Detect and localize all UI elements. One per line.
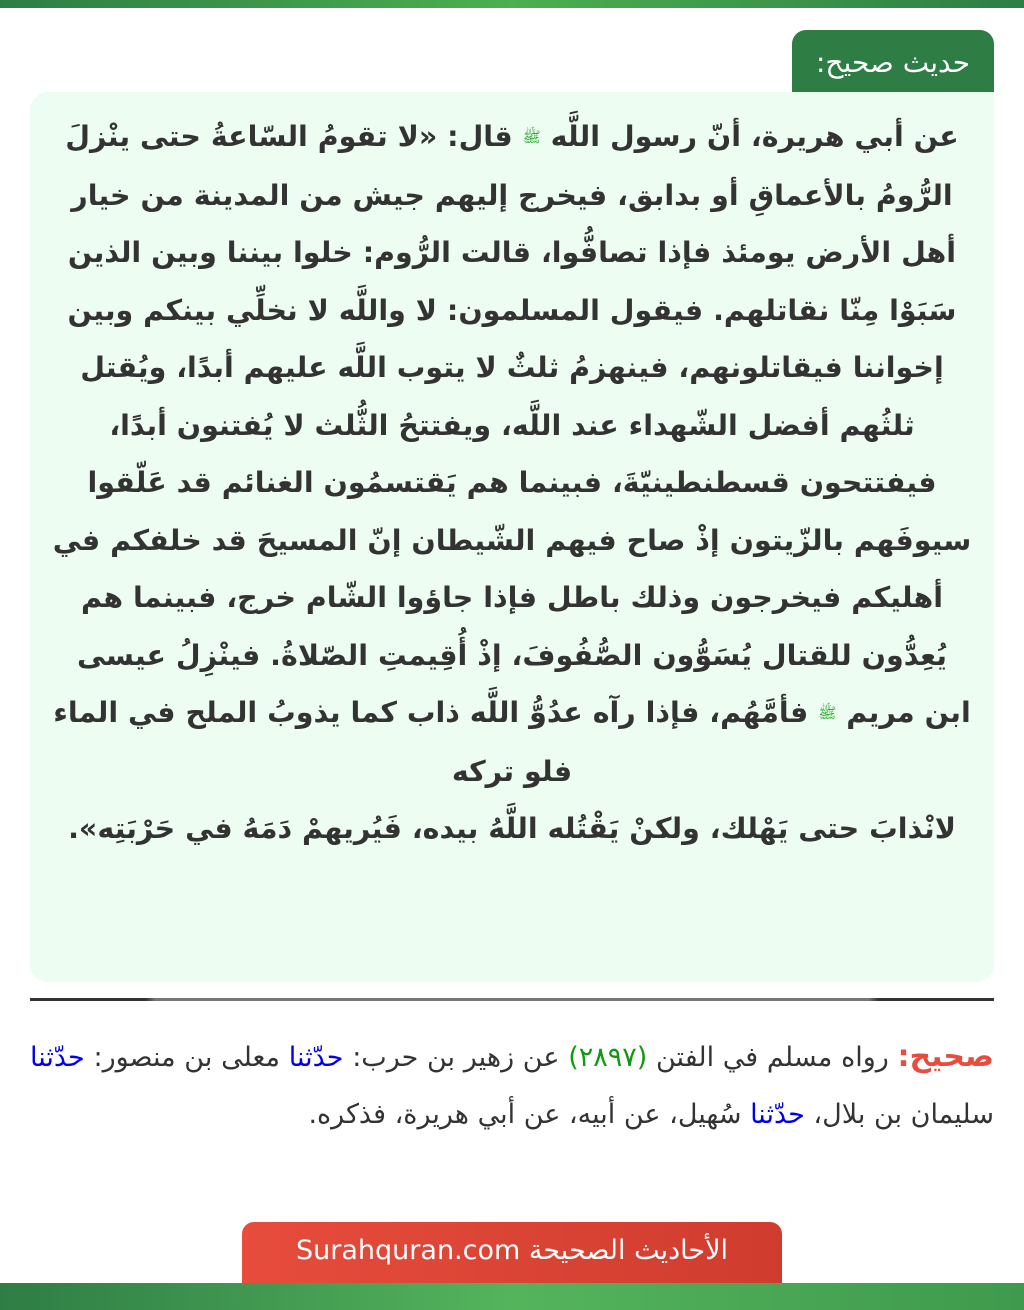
hadith-title-tab bbox=[792, 30, 994, 92]
hadith-text-box bbox=[30, 92, 994, 982]
narration-link[interactable]: حدّثنا bbox=[30, 1042, 85, 1073]
hadith-source bbox=[30, 1028, 994, 1143]
source-text: معلى بن منصور: bbox=[84, 1042, 289, 1073]
narration-link[interactable]: حدّثنا bbox=[750, 1099, 805, 1130]
site-brand-button[interactable] bbox=[242, 1222, 782, 1283]
hadith-title: حديث صحيح: bbox=[816, 45, 970, 79]
source-text: سُهيل، عن أبيه، عن أبي هريرة، فذكره. bbox=[308, 1099, 751, 1130]
source-text: سليمان بن بلال، bbox=[804, 1099, 994, 1130]
hadith-text-part4: لانْذابَ حتى يَهْلك، ولكنْ يَقْتُله اللَّهُ بيده، فَيُريهمْ دَمَهُ في حَرْبَتِه». bbox=[68, 812, 956, 845]
grade-label: صحيح: bbox=[897, 1039, 995, 1074]
hadith-text-part2: قال: «لا تقومُ السّاعةُ حتى ينْزلَ الرُّومُ بالأعماقِ أو بدابق، فيخرج إليهم جيش من المدينة من خيار أهل الأرض يومئذ فإذا تصافُّوا، قالت الرُّوم: خلوا بيننا وبين الذين سَبَوْا مِنّا نقاتلهم. فيقول المسلمون: لا واللَّه لا نخلِّي بينكم وبين إخواننا فيقاتلونهم، فينهزمُ ثلثٌ لا يتوب اللَّه عليهم أبدًا، ويُقتل ثلثُهم أفضل الشّهداء عند اللَّه، ويفتتحُ الثُّلث لا يُفتنون أبدًا، فيفتتحون قسطنطينيّةَ، فبينما هم يَقتسمُون الغنائم قد عَلّقوا سيوفَهم بالزّيتون إذْ صاح فيهم الشّيطان إنّ المسيحَ قد خلفكم في أهليكم فيخرجون وذلك باطل فإذا جاؤوا الشّام خرج، فبينما هم يُعِدُّون للقتال يُسَوُّون الصُّفُوفَ، إذْ أُقِيمتِ الصّلاةُ. فينْزِلُ عيسى ابن مريم bbox=[52, 120, 972, 729]
salawat-icon: ﷺ bbox=[818, 704, 837, 722]
hadith-text-part3: فأمَّهُم، فإذا رآه عدُوُّ اللَّه ذاب كما يذوبُ الملح في الماء فلو تركه bbox=[53, 696, 819, 788]
source-text: عن زهير بن حرب: bbox=[343, 1042, 569, 1073]
source-text: رواه مسلم في الفتن bbox=[647, 1042, 898, 1073]
hadith-body bbox=[50, 108, 974, 858]
hadith-text-part1: عن أبي هريرة، أنّ رسول اللَّه bbox=[540, 120, 959, 153]
narration-link[interactable]: حدّثنا bbox=[288, 1042, 344, 1073]
top-accent-bar bbox=[0, 0, 1024, 8]
salawat-icon: ﷺ bbox=[522, 128, 541, 146]
site-brand-label: الأحاديث الصحيحة Surahquran.com bbox=[296, 1235, 728, 1266]
section-divider bbox=[30, 998, 994, 1001]
hadith-number: (٢٨٩٧) bbox=[568, 1042, 648, 1073]
bottom-accent-bar bbox=[0, 1283, 1024, 1310]
